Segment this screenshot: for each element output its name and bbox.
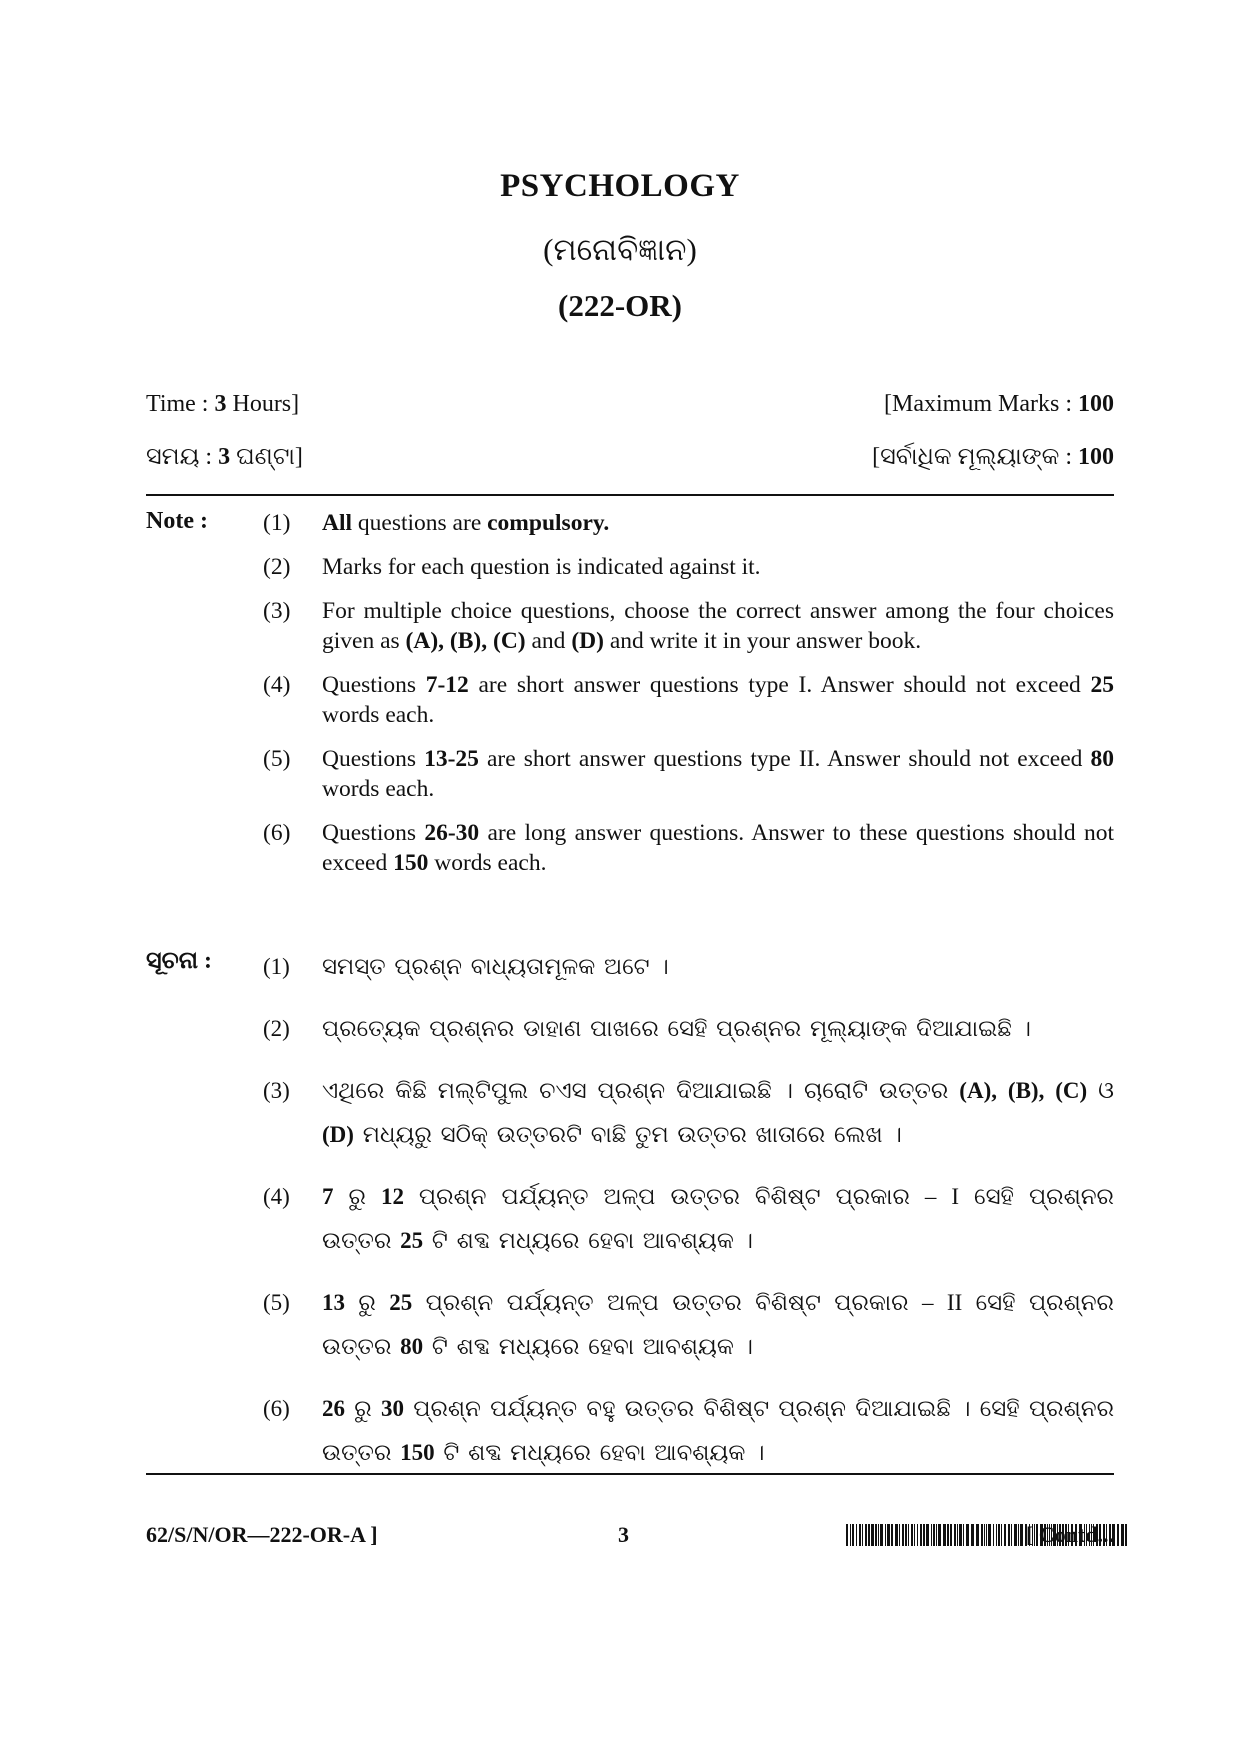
- note-label-or: ସୂଚନା :: [146, 948, 213, 974]
- note-item: (5) Questions 13-25 are short answer questions type II. Answer should not exceed 80 words each.: [263, 746, 1114, 802]
- time-or: ସମୟ : 3 ଘଣ୍ଟା]: [146, 444, 303, 470]
- note-item: (5) 13 ରୁ 25 ପ୍ରଶ୍ନ ପର୍ଯ୍ୟନ୍ତ ଅଳ୍ପ ଉତ୍ତର ବିଶିଷ୍ଟ ପ୍ରକାର – II ସେହି ପ୍ରଶ୍ନର ଉତ୍ତର 80 ଟି ଶବ୍ଦ ମଧ୍ୟରେ ହେବା ଆବଶ୍ୟକ ।: [263, 1290, 1114, 1359]
- note-item: (3) ଏଥିରେ କିଛି ମଲ୍‌ଟିପୁଲ ଚଏସ ପ୍ରଶ୍ନ ଦିଆଯାଇଛି । ଚାରୋଟି ଉତ୍ତର (A), (B), (C) ଓ (D) ମଧ୍ୟରୁ ସଠିକ୍ ଉତ୍ତରଟି ବାଛି ତୁମ ଉତ୍ତର ଖାତାରେ ଲେଖ ।: [263, 1078, 1114, 1147]
- paper-subtitle-odia: (ମନୋବିଜ୍ଞାନ): [543, 232, 697, 267]
- note-item: (6) 26 ରୁ 30 ପ୍ରଶ୍ନ ପର୍ଯ୍ୟନ୍ତ ବହୁ ଉତ୍ତର ବିଶିଷ୍ଟ ପ୍ରଶ୍ନ ଦିଆଯାଇଛି । ସେହି ପ୍ରଶ୍ନର ଉତ୍ତର 150 ଟି ଶବ୍ଦ ମଧ୍ୟରେ ହେବା ଆବଶ୍ୟକ ।: [263, 1396, 1115, 1465]
- note-item: (2) Marks for each question is indicated against it.: [263, 554, 761, 580]
- note-item: (4) 7 ରୁ 12 ପ୍ରଶ୍ନ ପର୍ଯ୍ୟନ୍ତ ଅଳ୍ପ ଉତ୍ତର ବିଶିଷ୍ଟ ପ୍ରକାର – I ସେହି ପ୍ରଶ୍ନର ଉତ୍ତର 25 ଟି ଶବ୍ଦ ମଧ୍ୟରେ ହେବା ଆବଶ୍ୟକ ।: [263, 1184, 1114, 1253]
- divider-top: [146, 494, 1114, 496]
- time-en: Time : 3 Hours]: [146, 391, 300, 417]
- divider-bottom: [146, 1473, 1114, 1475]
- footer-paper-code: 62/S/N/OR—222-OR-A ]: [146, 1522, 378, 1547]
- paper-code: (222-OR): [558, 288, 682, 323]
- note-item: (1) All questions are compulsory.: [263, 510, 610, 536]
- notes-list-or: [146, 945, 1114, 1493]
- note-item: (3) For multiple choice questions, choose the correct answer among the four choices given as (A), (B), (C) and (D) and write it in your answer book.: [263, 598, 1114, 654]
- note-label-en: Note :: [146, 508, 208, 534]
- note-item: (6) Questions 26-30 are long answer questions. Answer to these questions should not exceed 150 words each.: [263, 820, 1115, 876]
- note-item: (2) ପ୍ରତ୍ୟେକ ପ୍ରଶ୍ନର ଡାହାଣ ପାଖରେ ସେହି ପ୍ରଶ୍ନର ମୂଲ୍ୟାଙ୍କ ଦିଆଯାଇଛି ।: [263, 1016, 1031, 1041]
- max-marks-or: [ସର୍ବାଧିକ ମୂଲ୍ୟାଙ୍କ : 100: [872, 444, 1114, 470]
- max-marks-en: [Maximum Marks : 100: [884, 391, 1114, 417]
- contd-label: [ Contd...: [1025, 1522, 1114, 1547]
- page-number: 3: [618, 1522, 629, 1547]
- note-item: (4) Questions 7-12 are short answer questions type I. Answer should not exceed 25 words each.: [263, 672, 1115, 728]
- notes-list-en: [146, 508, 1114, 892]
- note-item: (1) ସମସ୍ତ ପ୍ରଶ୍ନ ବାଧ୍ୟତାମୂଳକ ଅଟେ ।: [263, 954, 669, 979]
- paper-title: PSYCHOLOGY: [500, 168, 740, 204]
